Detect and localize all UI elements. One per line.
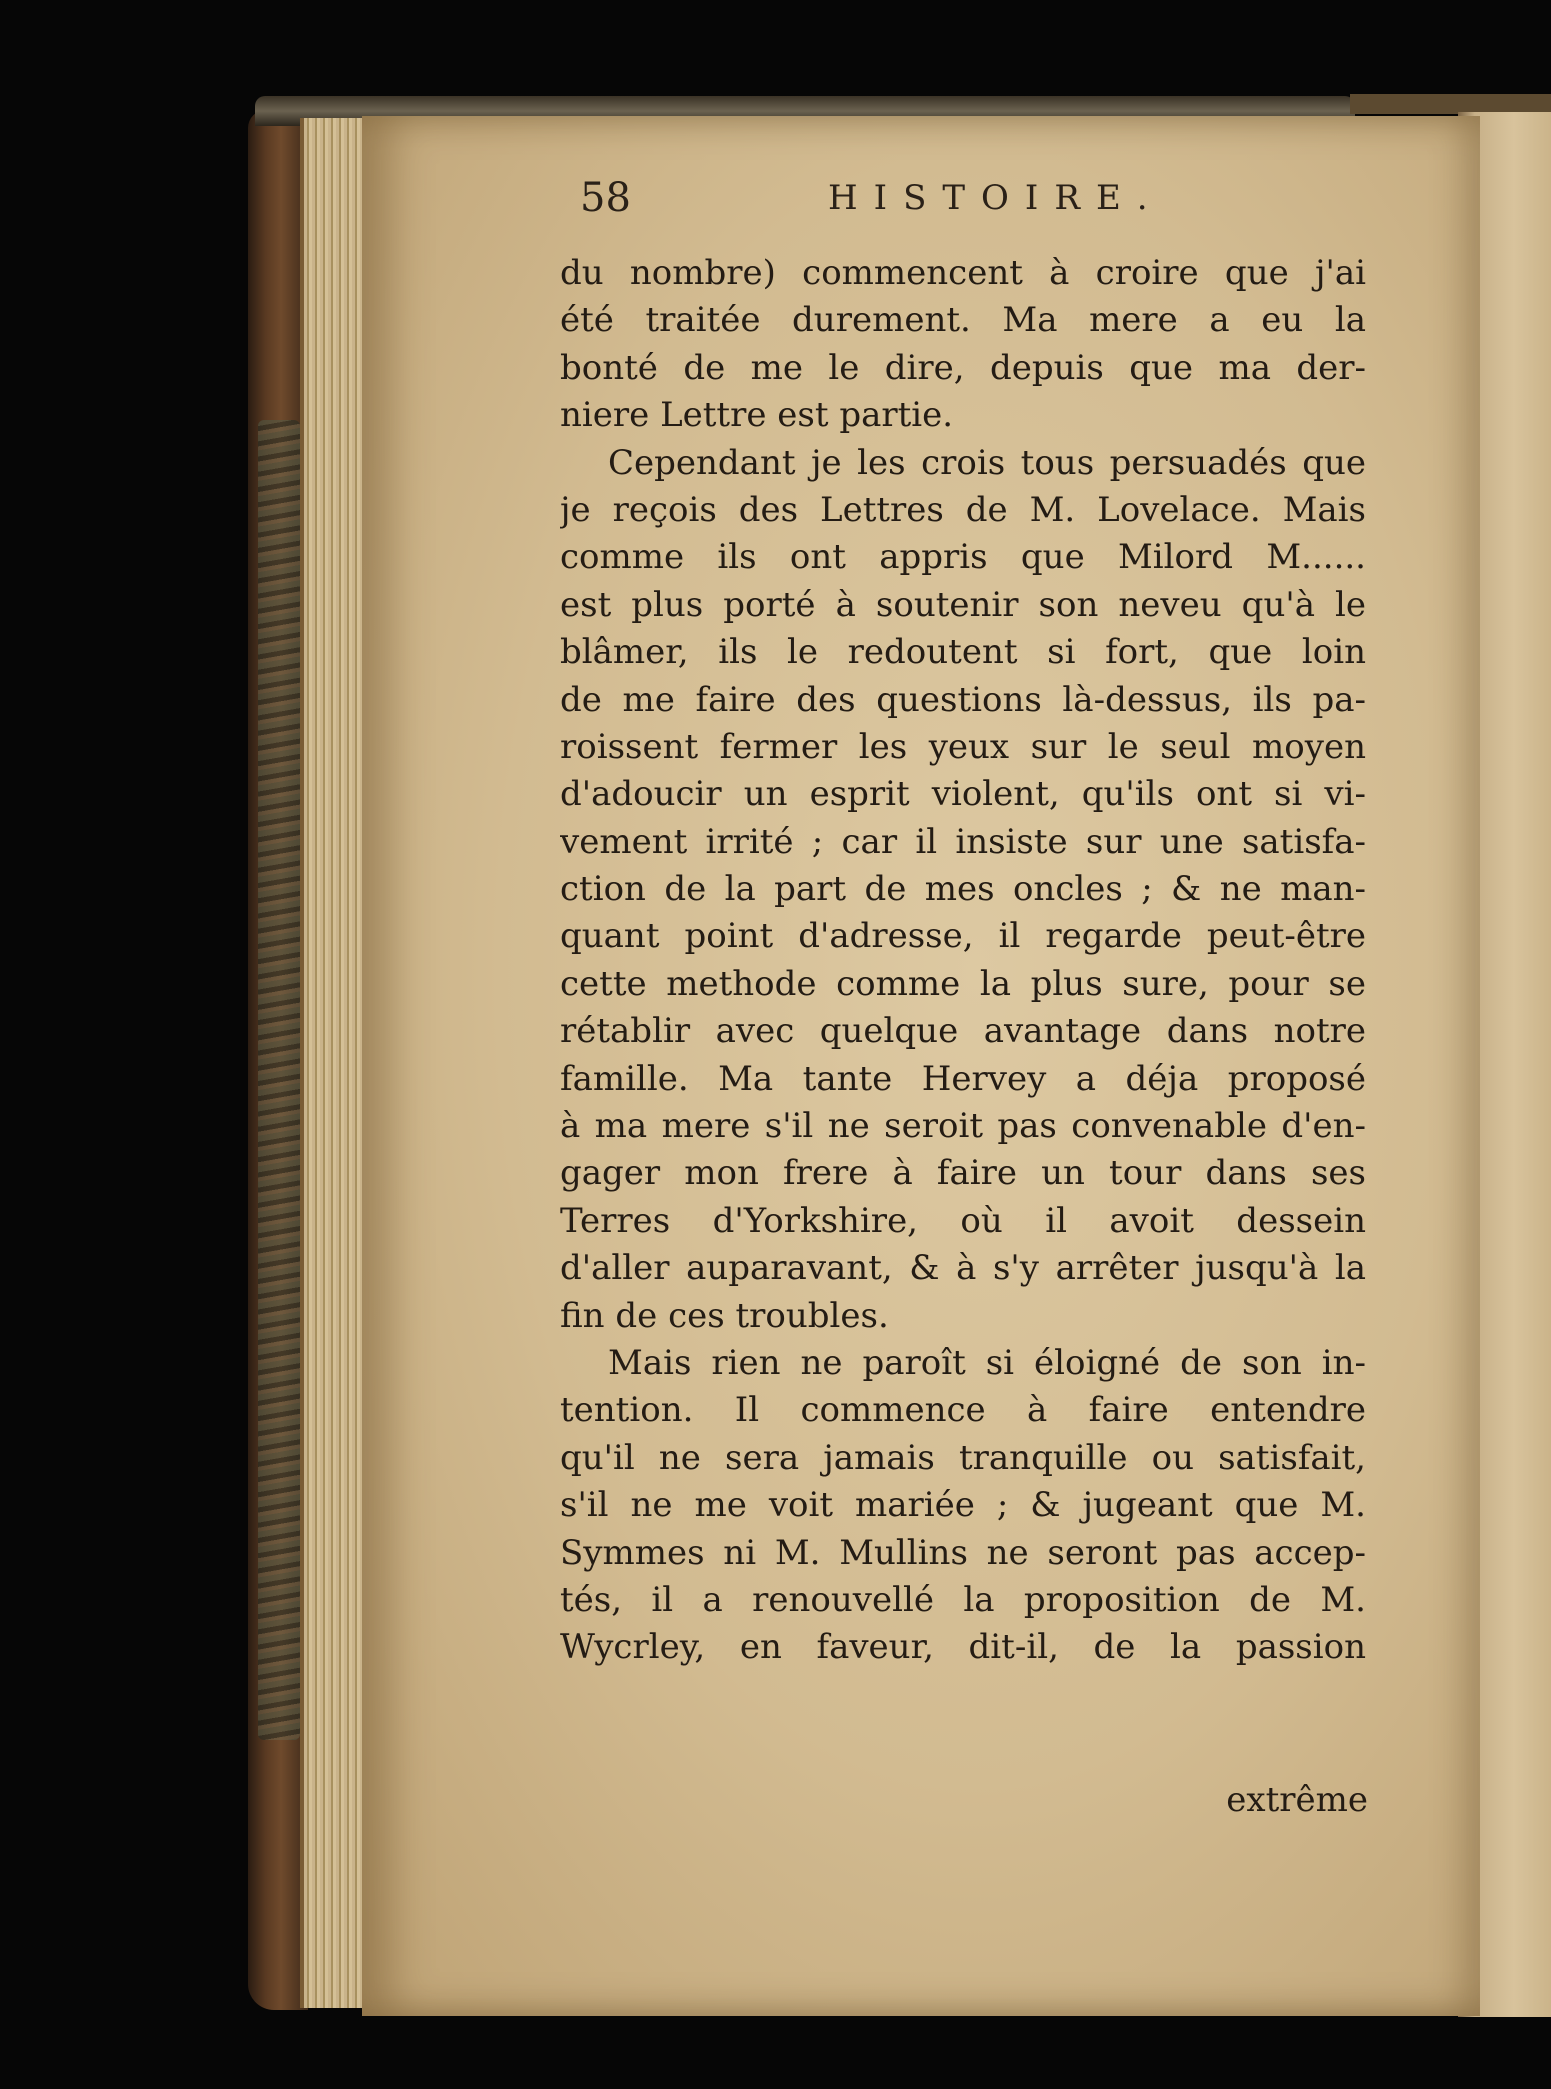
text-line: cette methode comme la plus sure, pour se — [560, 963, 1366, 1004]
text-line: qu'il ne sera jamais tranquille ou satisfait, — [560, 1437, 1366, 1478]
text-line: Mais rien ne paroît si éloigné de son in- — [608, 1342, 1366, 1383]
text-line: bonté de me le dire, depuis que ma der- — [560, 347, 1366, 388]
text-line: quant point d'adresse, il regarde peut-être — [560, 916, 1366, 957]
text-line: s'il ne me voit mariée ; & jugeant que M. — [560, 1485, 1366, 1526]
text-line: Wycrley, en faveur, dit-il, de la passion — [560, 1627, 1366, 1668]
running-head — [580, 168, 1164, 228]
text-line: gager mon frere à faire un tour dans ses — [560, 1153, 1366, 1194]
text-line: famille. Ma tante Hervey a déja proposé — [560, 1058, 1366, 1099]
page-number: 58 — [580, 175, 631, 221]
text-line: est plus porté à soutenir son neveu qu'à le — [560, 584, 1366, 625]
text-line: à ma mere s'il ne seroit pas convenable d'en- — [560, 1106, 1366, 1147]
text-line: je reçois des Lettres de M. Lovelace. Mais — [560, 489, 1366, 530]
text-line: fin de ces troubles. — [560, 1295, 889, 1336]
text-line: rétablir avec quelque avantage dans notre — [560, 1011, 1366, 1052]
text-line: d'adoucir un esprit violent, qu'ils ont si vi- — [560, 774, 1366, 815]
marbled-board — [258, 420, 300, 1740]
text-line: vement irrité ; car il insiste sur une satisfa- — [560, 821, 1366, 862]
catchword: extrême — [1226, 1780, 1368, 1820]
text-line: Cependant je les crois tous persuadés que — [608, 442, 1366, 483]
text-line: Symmes ni M. Mullins ne seront pas accep- — [560, 1532, 1366, 1573]
running-title: HISTOIRE. — [828, 178, 1164, 218]
text-line: roissent fermer les yeux sur le seul moyen — [560, 726, 1366, 767]
text-line: d'aller auparavant, & à s'y arrêter jusqu'à la — [560, 1248, 1366, 1289]
text-line: niere Lettre est partie. — [560, 395, 954, 436]
text-line: Terres d'Yorkshire, où il avoit dessein — [560, 1200, 1366, 1241]
body-text — [560, 250, 1366, 1672]
text-line: été traitée durement. Ma mere a eu la — [560, 300, 1366, 341]
text-line: tention. Il commence à faire entendre — [560, 1390, 1366, 1431]
text-line: tés, il a renouvellé la proposition de M. — [560, 1579, 1366, 1620]
text-line: comme ils ont appris que Milord M...... — [560, 537, 1366, 578]
text-line: ction de la part de mes oncles ; & ne man- — [560, 869, 1366, 910]
text-line: de me faire des questions là-dessus, ils pa- — [560, 679, 1366, 720]
text-line: blâmer, ils le redoutent si fort, que loin — [560, 632, 1366, 673]
text-line: du nombre) commencent à croire que j'ai — [560, 253, 1366, 293]
facing-page-top — [1350, 94, 1551, 114]
